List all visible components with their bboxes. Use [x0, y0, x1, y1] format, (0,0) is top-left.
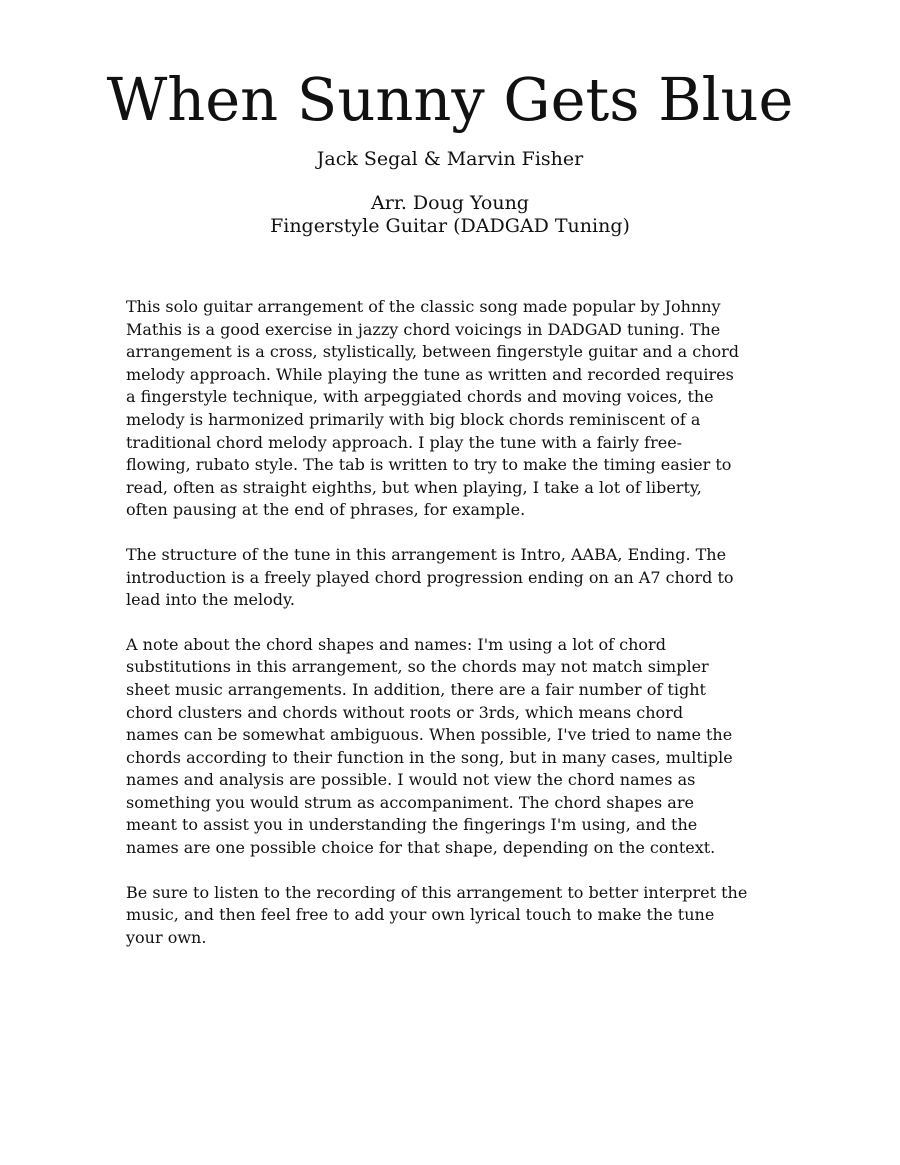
- text-line: a fingerstyle technique, with arpeggiated chords and moving voices, the: [126, 387, 714, 407]
- text-line: introduction is a freely played chord progression ending on an A7 chord to: [126, 567, 734, 587]
- text-line: often pausing at the end of phrases, for example.: [126, 500, 526, 520]
- text-line: meant to assist you in understanding the fingerings I'm using, and the: [126, 815, 698, 835]
- text-line: melody approach. While playing the tune as written and recorded requires: [126, 364, 734, 384]
- paragraph-chord-names: [126, 634, 806, 860]
- instrument-tuning-subtitle: Fingerstyle Guitar (DADGAD Tuning): [270, 215, 630, 237]
- text-line: chords according to their function in the song, but in many cases, multiple: [126, 747, 733, 767]
- paragraph-intro: [126, 296, 806, 522]
- text-line: music, and then feel free to add your own lyrical touch to make the tune: [126, 905, 715, 925]
- text-line: names can be somewhat ambiguous. When possible, I've tried to name the: [126, 725, 733, 745]
- text-line: traditional chord melody approach. I play the tune with a fairly free-: [126, 432, 683, 452]
- text-line: substitutions in this arrangement, so the chords may not match simpler: [126, 657, 709, 677]
- text-line: sheet music arrangements. In addition, there are a fair number of tight: [126, 679, 706, 699]
- text-line: lead into the melody.: [126, 590, 295, 610]
- text-line: read, often as straight eighths, but when playing, I take a lot of liberty,: [126, 477, 702, 497]
- text-line: your own.: [126, 927, 207, 947]
- text-line: The structure of the tune in this arrangement is Intro, AABA, Ending. The: [126, 544, 727, 564]
- text-line: chord clusters and chords without roots or 3rds, which means chord: [126, 702, 684, 722]
- text-line: something you would strum as accompaniment. The chord shapes are: [126, 792, 694, 812]
- text-line: This solo guitar arrangement of the classic song made popular by Johnny: [126, 297, 721, 316]
- arranger-credit: Arr. Doug Young: [371, 192, 529, 214]
- paragraph-listening: [126, 882, 806, 950]
- text-line: Be sure to listen to the recording of this arrangement to better interpret the: [126, 882, 748, 902]
- text-line: A note about the chord shapes and names: I'm using a lot of chord: [126, 634, 666, 654]
- text-line: names and analysis are possible. I would not view the chord names as: [126, 770, 696, 790]
- text-line: flowing, rubato style. The tab is written to try to make the timing easier to: [126, 455, 732, 475]
- text-line: Mathis is a good exercise in jazzy chord voicings in DADGAD tuning. The: [126, 319, 721, 339]
- paragraph-structure: [126, 544, 806, 612]
- text-line: names are one possible choice for that shape, depending on the context.: [126, 838, 716, 858]
- text-line: arrangement is a cross, stylistically, between fingerstyle guitar and a chord: [126, 342, 740, 362]
- text-line: melody is harmonized primarily with big block chords reminiscent of a: [126, 409, 701, 429]
- arrangement-notes: [126, 296, 806, 971]
- song-title: When Sunny Gets Blue: [106, 65, 794, 134]
- composers-credit: Jack Segal & Marvin Fisher: [316, 148, 584, 170]
